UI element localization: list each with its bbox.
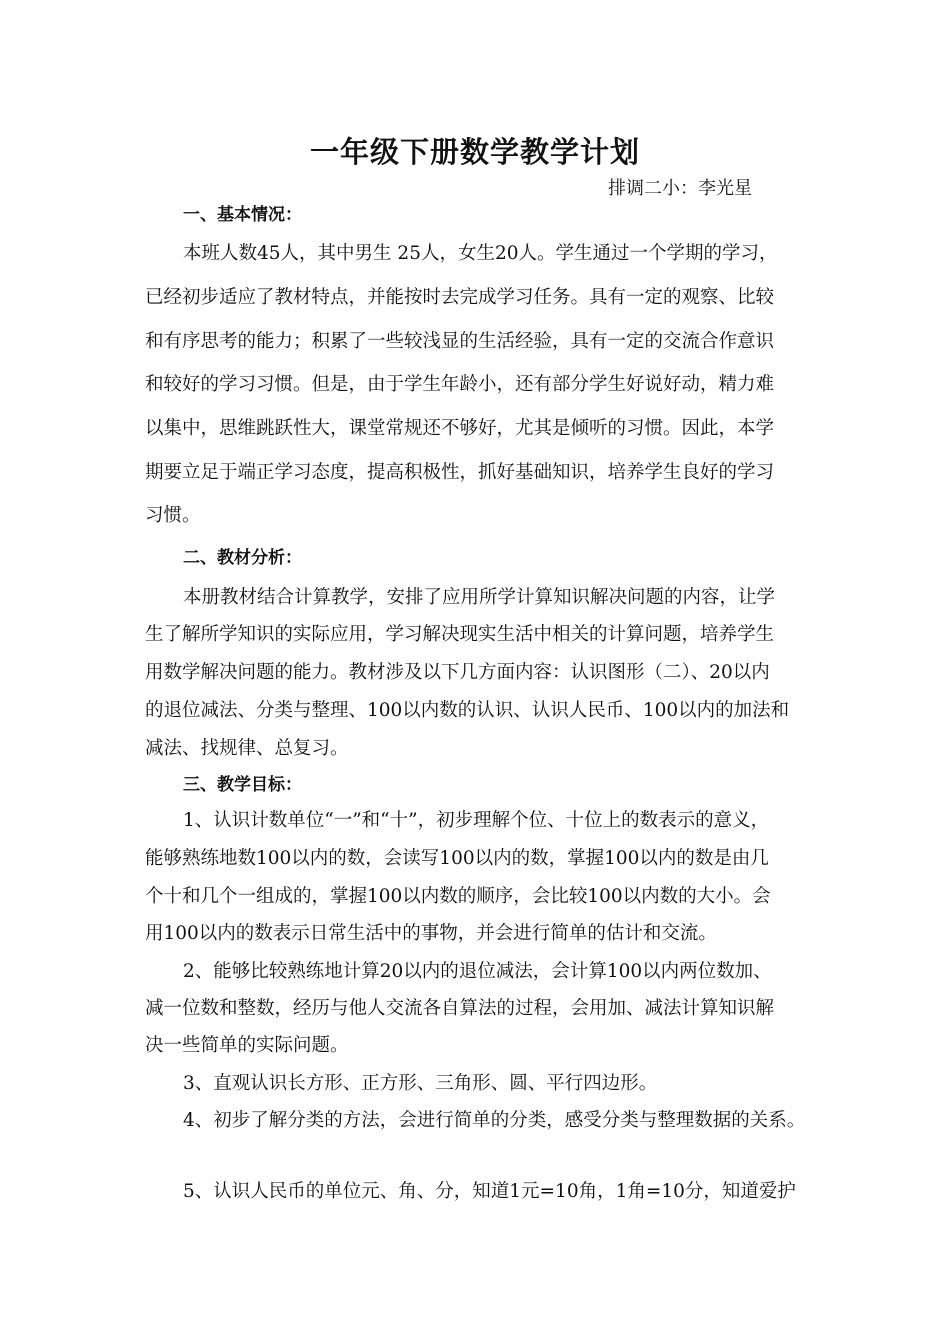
document-title: 一年级下册数学教学计划 — [309, 135, 640, 169]
goal-line: 5、认识人民币的单位元、角、分，知道1元=10角，1角=10分，知道爱护 — [183, 1181, 796, 1202]
paragraph-line: 本册教材结合计算教学，安排了应用所学计算知识解决问题的内容，让学 — [183, 587, 776, 608]
section-heading-teaching-goals: 三、教学目标： — [183, 775, 302, 795]
paragraph-line: 以集中，思维跳跃性大，课堂常规还不够好，尤其是倾听的习惯。因此，本学 — [145, 418, 775, 439]
paragraph-line: 用数学解决问题的能力。教材涉及以下几方面内容：认识图形（二）、20以内 — [145, 662, 770, 683]
section-heading-basic-situation: 一、基本情况： — [183, 205, 302, 225]
paragraph-line: 的退位减法、分类与整理、100以内数的认识、认识人民币、100以内的加法和 — [145, 700, 790, 721]
paragraph-line: 期要立足于端正学习态度，提高积极性，抓好基础知识，培养学生良好的学习 — [145, 462, 775, 483]
paragraph-line: 本班人数45人，其中男生 25人，女生20人。学生通过一个学期的学习， — [183, 243, 778, 264]
goal-line: 个十和几个一组成的，掌握100以内数的顺序，会比较100以内数的大小。会 — [145, 886, 771, 907]
paragraph-line: 生了解所学知识的实际应用，学习解决现实生活中相关的计算问题，培养学生 — [145, 624, 775, 645]
goal-line: 1、认识计数单位“一”和“十”，初步理解个位、十位上的数表示的意义， — [183, 810, 770, 831]
author-line: 排调二小：李光星 — [608, 178, 752, 199]
paragraph-line: 和有序思考的能力；积累了一些较浅显的生活经验，具有一定的交流合作意识 — [145, 331, 775, 352]
paragraph-line: 减法、找规律、总复习。 — [145, 738, 349, 759]
goal-line: 2、能够比较熟练地计算20以内的退位减法，会计算100以内两位数加、 — [183, 961, 772, 982]
goal-line: 4、初步了解分类的方法，会进行简单的分类，感受分类与整理数据的关系。 — [183, 1110, 806, 1131]
goal-line: 决一些简单的实际问题。 — [145, 1035, 349, 1056]
goal-line: 能够熟练地数100以内的数，会读写100以内的数，掌握100以内的数是由几 — [145, 848, 769, 869]
paragraph-line: 习惯。 — [145, 505, 201, 526]
goal-line: 3、直观认识长方形、正方形、三角形、圆、平行四边形。 — [183, 1073, 658, 1094]
goal-line: 减一位数和整数，经历与他人交流各自算法的过程，会用加、减法计算知识解 — [145, 998, 775, 1019]
paragraph-line: 和较好的学习习惯。但是，由于学生年龄小，还有部分学生好说好动，精力难 — [145, 374, 775, 395]
paragraph-line: 已经初步适应了教材特点，并能按时去完成学习任务。具有一定的观察、比较 — [145, 287, 775, 308]
section-heading-textbook-analysis: 二、教材分析： — [183, 548, 302, 568]
goal-line: 用100以内的数表示日常生活中的事物，并会进行简单的估计和交流。 — [145, 923, 717, 944]
